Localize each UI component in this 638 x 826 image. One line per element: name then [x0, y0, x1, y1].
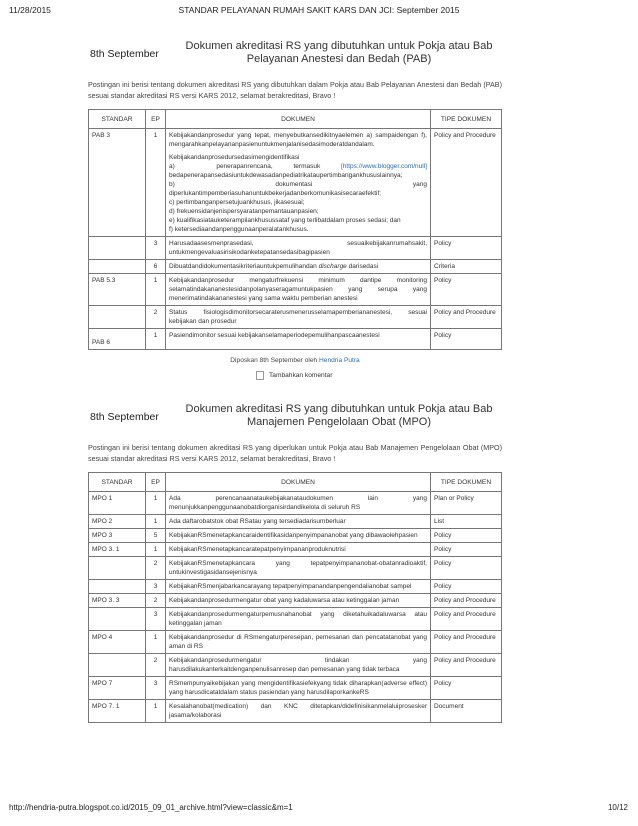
- cell-ep: 5: [146, 529, 166, 543]
- document-table: [88, 472, 502, 723]
- table-row: [89, 654, 502, 677]
- cell-dokumen: Pasiendimonitor sesuai kebijakanselamaperiodepemulihanpascaanestesi: [166, 329, 431, 350]
- cell-dokumen: Kebijakandanprosedur di RSmengaturperesepan, pemesanan dan pencatatanobat yang aman di RS: [166, 631, 431, 654]
- table-row: [89, 594, 502, 608]
- cell-tipe: Policy and Procedure: [431, 631, 502, 654]
- cell-dokumen: Ada daftarobatstok obat RSatau yang tersediadarisumberluar: [166, 515, 431, 529]
- dok-text: Dibuatdandidokumentasikriteriauntukpemulihandan: [169, 263, 319, 270]
- dok-text: Kebijakandanprosedursedasimengidentifikasi: [169, 154, 300, 161]
- col-standar: STANDAR: [89, 473, 146, 492]
- post-intro: Postingan ini berisi tentang dokumen akreditasi RS yang dibutuhkan dalam Pokja atau Bab Pelayanan Anestesi dan Bedah (PAB) sesuai standar akreditasi RS versi KARS 2012, selamat berakreditasi, Bravo !: [88, 80, 502, 100]
- cell-dokumen: [166, 260, 431, 274]
- dok-item-d: d) frekuensidanjenispersyaratanpemantauanpasien;: [169, 208, 319, 215]
- cell-dokumen: Kesalahanobat(medication) dan KNC ditetapkan/didefinisikanmelaluiprosesker jasama/kolaborasi: [166, 700, 431, 723]
- cell-tipe: Policy: [431, 557, 502, 580]
- cell-standar: [89, 557, 146, 580]
- cell-dokumen: Kebijakandanprosedur mengaturfrekuensi minimum dantipe monitoring selamatindakananestesidanpolanyaseragamuntukpasien yang serupa yang menerimatindakananestesi yang sama waktu pemberian anestesi: [166, 274, 431, 306]
- cell-standar: PAB 3: [89, 129, 146, 237]
- table-row: [89, 329, 502, 350]
- cell-standar: [89, 306, 146, 329]
- table-header-row: [89, 473, 502, 492]
- cell-standar: PAB 6: [89, 329, 146, 350]
- cell-standar: [89, 260, 146, 274]
- blogger-link[interactable]: [https://www.blogger.com/null]: [341, 163, 427, 170]
- cell-standar: [89, 608, 146, 631]
- col-ep: EP: [146, 473, 166, 492]
- table-row: [89, 306, 502, 329]
- dok-item-e: e) kualifikasiatauketerampilankhusussataf yang terlibatdalam proses sedasi; dan: [169, 217, 401, 224]
- cell-standar: MPO 3. 3: [89, 594, 146, 608]
- dok-text: bedapenerapansedasiuntukdewasadanpediatrikataupertimbangankhususlainnya;: [169, 172, 403, 179]
- cell-dokumen: [166, 129, 431, 237]
- table-row: [89, 529, 502, 543]
- cell-ep: 2: [146, 557, 166, 580]
- cell-ep: 2: [146, 594, 166, 608]
- cell-dokumen: Kebijakandanprosedurmengatur tindakan yang harusdilakukanterkaitdenganpenulisanresep dan pemesanan yang tidak terbaca: [166, 654, 431, 677]
- cell-dokumen: Ada perencanaanataukebijakanataudokumen lain yang menunjukkanpenggunaanobatdiorganisirdandikelola di seluruh RS: [166, 492, 431, 515]
- cell-dokumen: KebijakanRSmenetapkancara yang tepatpenyimpananobat-obatanradioaktif, untukinvestigasidansejenisnya: [166, 557, 431, 580]
- blog-post-pab: [88, 40, 502, 380]
- post-intro: Postingan ini berisi tentang dokumen akreditasi RS yang diperlukan untuk Pokja atau Bab Manajemen Pengelolaan Obat (MPO) sesuai standar akreditasi RS versi KARS 2012, selamat berakreditasi, Bravo !: [88, 443, 502, 463]
- cell-ep: 2: [146, 306, 166, 329]
- cell-dokumen: Harusadaasesmenprasedasi, sesuaikebijakanrumahsakit, untukmengevaluasirisikodanketepatansedasibagipasien: [166, 237, 431, 260]
- page-number: 10/12: [607, 803, 628, 812]
- cell-standar: MPO 3. 1: [89, 543, 146, 557]
- cell-standar: MPO 1: [89, 492, 146, 515]
- cell-ep: 1: [146, 274, 166, 306]
- document-table: [88, 109, 502, 350]
- cell-ep: 1: [146, 543, 166, 557]
- cell-standar: MPO 2: [89, 515, 146, 529]
- cell-dokumen: KebijakanRSmenjabarkancarayang tepatpenyimpanandanpengendalianobat sampel: [166, 580, 431, 594]
- dok-item-a: [169, 162, 427, 180]
- add-comment[interactable]: [256, 371, 502, 380]
- cell-tipe: List: [431, 515, 502, 529]
- col-standar: STANDAR: [89, 110, 146, 129]
- blog-post-mpo: [88, 403, 502, 723]
- cell-ep: 1: [146, 129, 166, 237]
- cell-ep: 1: [146, 329, 166, 350]
- cell-standar: [89, 237, 146, 260]
- cell-tipe: Policy: [431, 677, 502, 700]
- table-row: [89, 237, 502, 260]
- col-tipe: TIPE DOKUMEN: [431, 110, 502, 129]
- table-row: [89, 515, 502, 529]
- cell-ep: 3: [146, 237, 166, 260]
- table-row: [89, 129, 502, 237]
- dok-item-b: b) dokumentasi yang diperlukantimpemberiasuhanuntukbekerjadanberkomunikasisecaraefektif;: [169, 181, 427, 197]
- page-url: http://hendria-putra.blogspot.co.id/2015_09_01_archive.html?view=classic&m=1: [9, 803, 293, 812]
- cell-ep: 1: [146, 492, 166, 515]
- post-date: 8th September: [90, 411, 159, 423]
- cell-tipe: Criteria: [431, 260, 502, 274]
- col-dokumen: DOKUMEN: [166, 110, 431, 129]
- table-row: [89, 700, 502, 723]
- cell-ep: 2: [146, 654, 166, 677]
- cell-tipe: Policy: [431, 237, 502, 260]
- dok-item-c: c) pertimbanganpersetujuankhusus, jikasesuai;: [169, 199, 305, 206]
- col-ep: EP: [146, 110, 166, 129]
- cell-standar: MPO 7: [89, 677, 146, 700]
- cell-ep: 3: [146, 608, 166, 631]
- cell-dokumen: Kebijakandanprosedurmengaturpemusnahanobat yang diketahuikadaluwarsa atau ketinggalan jaman: [166, 608, 431, 631]
- post-title[interactable]: Dokumen akreditasi RS yang dibutuhkan untuk Pokja atau Bab Manajemen Pengelolaan Obat (MPO): [185, 403, 493, 428]
- add-comment-label[interactable]: Tambahkan komentar: [269, 372, 333, 379]
- cell-standar: MPO 7. 1: [89, 700, 146, 723]
- cell-tipe: Policy and Procedure: [431, 608, 502, 631]
- cell-tipe: Plan or Policy: [431, 492, 502, 515]
- table-row: [89, 492, 502, 515]
- cell-standar: MPO 3: [89, 529, 146, 543]
- table-row: [89, 543, 502, 557]
- cell-standar: [89, 654, 146, 677]
- cell-dokumen: KebijakanRSmenetapkancaraidentifikasidanpenyimpananobat yang dibawaolehpasien: [166, 529, 431, 543]
- cell-standar: MPO 4: [89, 631, 146, 654]
- cell-dokumen: RSmempunyaikebijakan yang mengidentifikasiefekyang tidak diharapkan(adverse effect) yang harusdicatatdalam status pasiendan yang harusdilaporkankeRS: [166, 677, 431, 700]
- table-row: [89, 608, 502, 631]
- cell-ep: 1: [146, 515, 166, 529]
- cell-tipe: Policy: [431, 543, 502, 557]
- cell-tipe: Policy and Procedure: [431, 654, 502, 677]
- cell-ep: 1: [146, 700, 166, 723]
- print-title: STANDAR PELAYANAN RUMAH SAKIT KARS DAN JCI: September 2015: [178, 5, 460, 15]
- col-tipe: TIPE DOKUMEN: [431, 473, 502, 492]
- table-row: [89, 260, 502, 274]
- cell-standar: PAB 5.3: [89, 274, 146, 306]
- cell-dokumen: KebijakanRSmenetapkancaratepatpenyimpananproduknutrisi: [166, 543, 431, 557]
- cell-dokumen: Status fisiologisdimonitorsecaraterusmenerusselamapemberiananestesi, sesuai kebijakan dan prosedur: [166, 306, 431, 329]
- post-title[interactable]: Dokumen akreditasi RS yang dibutuhkan untuk Pokja atau Bab Pelayanan Anestesi dan Bedah (PAB): [185, 40, 493, 65]
- cell-ep: 3: [146, 677, 166, 700]
- dok-text: darisedasi: [346, 263, 379, 270]
- cell-ep: 3: [146, 580, 166, 594]
- table-row: [89, 631, 502, 654]
- cell-tipe: Policy and Procedure: [431, 594, 502, 608]
- cell-tipe: Policy: [431, 274, 502, 306]
- table-row: [89, 274, 502, 306]
- cell-ep: 1: [146, 631, 166, 654]
- dok-text: Kebijakandanprosedur yang tepat, menyebutkansedikitnyaelemen a) sampaidengan f), mengarahkanpelayananpasienuntukmenjalanisedasimoderatdandalam.: [169, 132, 427, 148]
- cell-dokumen: Kebijakandanprosedurmengatur obat yang kadaluwarsa atau ketinggalan jaman: [166, 594, 431, 608]
- cell-tipe: Policy and Procedure: [431, 306, 502, 329]
- comment-icon: [256, 371, 264, 380]
- posted-text: Diposkan 8th September oleh: [230, 357, 320, 364]
- dok-text-italic: discharge: [318, 263, 347, 270]
- table-row: [89, 677, 502, 700]
- print-date: 11/28/2015: [9, 5, 51, 15]
- dok-item-f: f) ketersediaandanpenggunaanperalatankhusus.: [169, 226, 309, 233]
- col-dokumen: DOKUMEN: [166, 473, 431, 492]
- cell-tipe: Document: [431, 700, 502, 723]
- cell-tipe: Policy: [431, 529, 502, 543]
- post-date: 8th September: [90, 48, 159, 60]
- posted-by: [88, 357, 502, 364]
- table-row: [89, 557, 502, 580]
- cell-ep: 6: [146, 260, 166, 274]
- author-link[interactable]: Hendria Putra: [319, 357, 360, 364]
- cell-tipe: Policy: [431, 329, 502, 350]
- cell-tipe: Policy: [431, 580, 502, 594]
- table-header-row: [89, 110, 502, 129]
- table-row: [89, 580, 502, 594]
- cell-standar: [89, 580, 146, 594]
- cell-tipe: Policy and Procedure: [431, 129, 502, 237]
- dok-text: a) penerapanrencana, termasuk: [169, 163, 341, 170]
